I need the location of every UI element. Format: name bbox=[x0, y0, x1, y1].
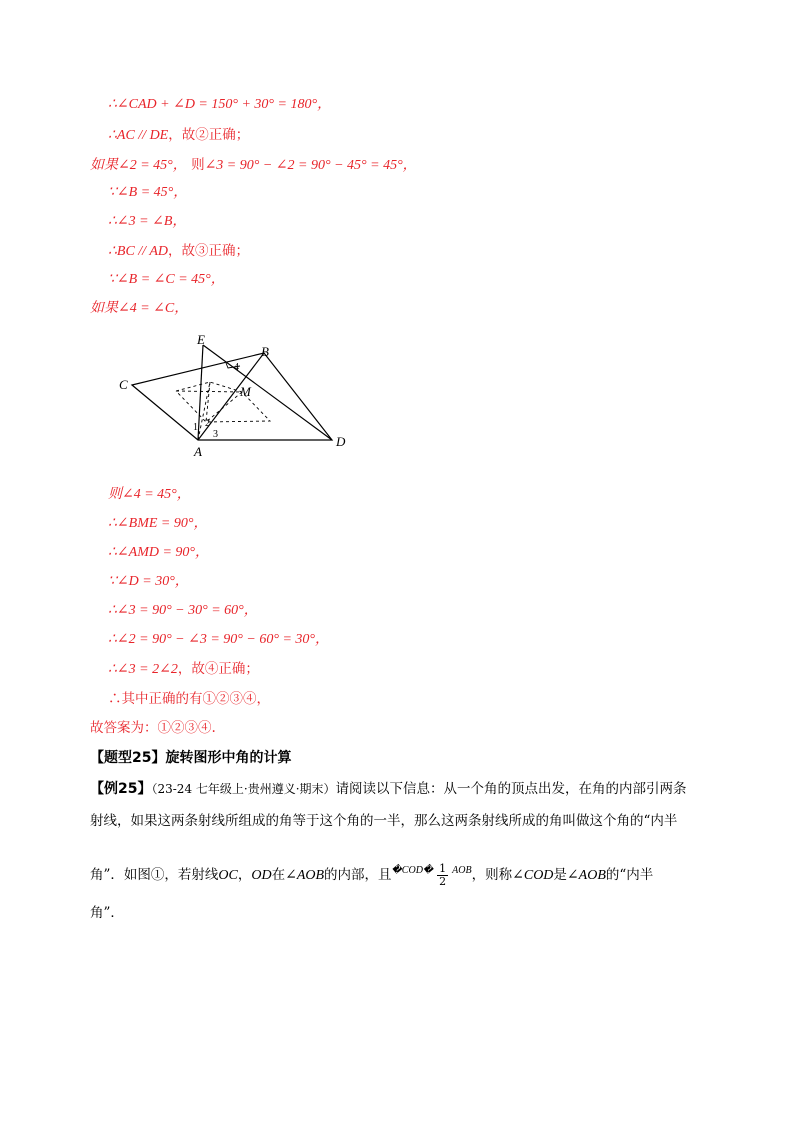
solution-line-1: ∴∠CAD + ∠D = 150° + 30° = 180°， bbox=[108, 97, 332, 112]
geometry-figure bbox=[110, 330, 370, 465]
solution-line-2 bbox=[108, 126, 249, 145]
example-source: （23-24 七年级上·贵州遵义·期末） bbox=[151, 782, 336, 796]
solution-answer: 故答案为：①②③④. bbox=[90, 720, 216, 736]
text-in: 在 bbox=[271, 867, 286, 883]
solution-line-13: ∴∠3 = 90° − 30° = 60°， bbox=[108, 603, 258, 618]
label-2: 2 bbox=[205, 418, 210, 429]
example-line-3 bbox=[90, 862, 653, 888]
solution-line-3-then: 则 bbox=[191, 157, 205, 173]
label-3: 3 bbox=[213, 429, 218, 440]
angle-aob-2: ∠AOB bbox=[566, 868, 606, 883]
example-line-1 bbox=[90, 780, 687, 798]
solution-line-16: ∴其中正确的有①②③④， bbox=[108, 691, 270, 707]
solution-line-15-math: ∴∠3 = 2∠2 bbox=[108, 662, 178, 677]
solution-line-6 bbox=[108, 242, 249, 261]
angle-cod-garbled: �COD� bbox=[391, 865, 434, 876]
example-text-1: 请阅读以下信息：从一个角的顶点出发，在角的内部引两条 bbox=[335, 781, 687, 797]
solution-line-3-pre: 如果∠2 = 45°， bbox=[90, 158, 187, 173]
example-text-3a: 角”．如图①，若射线 bbox=[90, 867, 219, 883]
angle-cod: ∠COD bbox=[512, 868, 554, 883]
section-title: 【题型25】旋转图形中角的计算 bbox=[90, 750, 292, 766]
text-then: ，则称 bbox=[471, 867, 513, 883]
ray-od: OD bbox=[251, 868, 272, 883]
dashed-inner-4 bbox=[176, 391, 242, 392]
text-is: 是 bbox=[553, 867, 567, 883]
label-m: M bbox=[240, 384, 251, 399]
dashed-inner-3 bbox=[206, 392, 242, 422]
fraction-den: 2 bbox=[439, 875, 447, 888]
example-tag: 【例25】 bbox=[90, 781, 152, 797]
dashed-inner-1 bbox=[206, 382, 210, 422]
angle-aob-small: AOB bbox=[452, 865, 472, 876]
solution-line-15-tail: ，故④正确； bbox=[177, 661, 259, 677]
example-line-2: 射线，如果这两条射线所组成的角等于这个角的一半，那么这两条射线所成的角叫做这个角的“内半 bbox=[90, 813, 678, 829]
solution-line-2-tail: ，故②正确； bbox=[168, 127, 250, 143]
label-b: B bbox=[261, 344, 269, 359]
dashed-shape bbox=[176, 382, 270, 422]
solution-line-7: ∵∠B = ∠C = 45°， bbox=[108, 272, 225, 287]
label-e: E bbox=[197, 332, 205, 347]
solution-line-6-math: ∴BC // AD bbox=[108, 244, 168, 259]
ray-oc: OC bbox=[218, 868, 238, 883]
segment-ed bbox=[203, 345, 332, 440]
angle-aob: ∠AOB bbox=[285, 868, 325, 883]
solution-line-11: ∴∠AMD = 90°， bbox=[108, 545, 210, 560]
label-c: C bbox=[119, 377, 128, 392]
solution-line-6-tail: ，故③正确； bbox=[168, 243, 249, 259]
solution-line-3 bbox=[90, 156, 417, 175]
solution-line-8: 如果∠4 = ∠C， bbox=[90, 301, 189, 316]
comma: ， bbox=[237, 867, 252, 883]
solution-line-2-math: ∴AC // DE bbox=[108, 128, 169, 143]
example-line-4: 角”． bbox=[90, 905, 124, 921]
solution-line-10: ∴∠BME = 90°， bbox=[108, 516, 208, 531]
text-inner-half: 的“内半 bbox=[605, 867, 654, 883]
label-a: A bbox=[194, 444, 202, 459]
solution-line-9: 则∠4 = 45°， bbox=[108, 487, 191, 502]
fraction-num: 1 bbox=[439, 862, 447, 875]
solution-line-14: ∴∠2 = 90° − ∠3 = 90° − 60° = 30°， bbox=[108, 632, 329, 647]
solution-line-15 bbox=[108, 660, 259, 679]
solution-line-3-math: ∠3 = 90° − ∠2 = 90° − 45° = 45°， bbox=[204, 158, 417, 173]
fraction-half bbox=[437, 863, 448, 888]
label-1: 1 bbox=[193, 422, 198, 433]
solution-line-5: ∴∠3 = ∠B， bbox=[108, 214, 187, 229]
solution-line-4: ∵∠B = 45°， bbox=[108, 185, 188, 200]
label-4: 4 bbox=[234, 362, 239, 373]
solution-line-12: ∵∠D = 30°， bbox=[108, 574, 189, 589]
label-d: D bbox=[336, 434, 346, 449]
text-interior: 的内部，且 bbox=[324, 867, 392, 883]
